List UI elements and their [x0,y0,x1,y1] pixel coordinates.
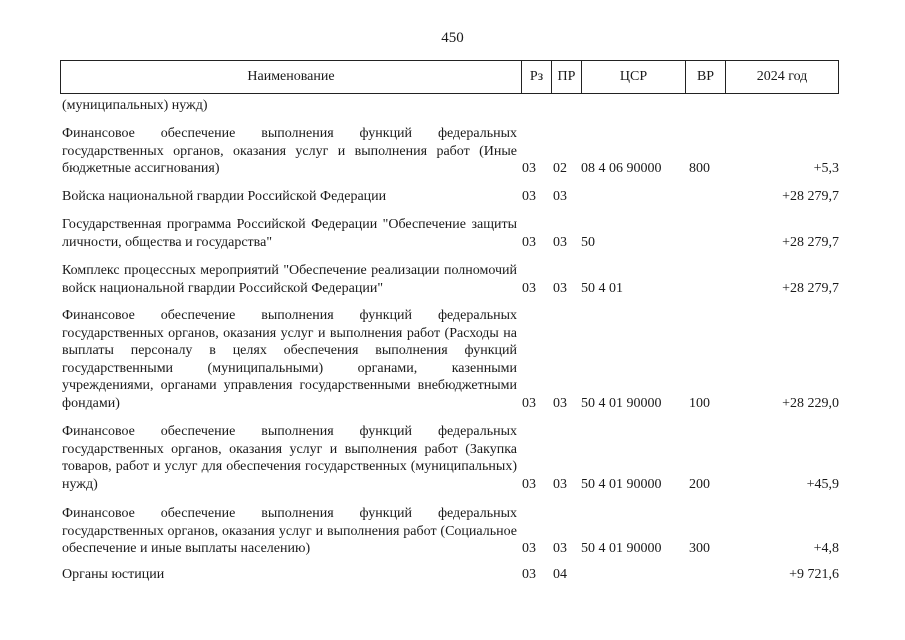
row-csr: 50 4 01 90000 [581,395,662,411]
row-pr: 03 [553,234,567,250]
row-vr: 200 [689,476,710,492]
table-row [62,262,839,297]
row-pr: 04 [553,567,567,582]
row-pr: 03 [553,280,567,296]
table-row [62,125,839,178]
row-csr: 50 4 01 90000 [581,541,662,556]
row-name: Органы юстиции [62,567,165,582]
row-name: Финансовое обеспечение выполнения функций федеральных государственных органов, оказания услуг и выполнения работ (Расходы на выплаты персоналу в целях обеспечения выполнения функций государственными (муниципальными) органами, казенными учреждениями, органами управления государственными внебюджетными фондами) [62,308,517,411]
row-rz: 03 [522,395,536,411]
row-rz: 03 [522,189,536,204]
row-rz: 03 [522,541,536,556]
row-pr: 02 [553,161,567,176]
row-vr: 800 [689,161,710,176]
table-row [62,97,839,115]
row-pr: 03 [553,395,567,411]
row-name: Финансовое обеспечение выполнения функций федеральных государственных органов, оказания услуг и выполнения работ (Закупка товаров, работ и услуг для обеспечения государственных (муниципальных) нужд) [62,424,517,492]
row-amount: +4,8 [813,541,839,556]
page-number: 450 [441,30,464,46]
header-year: 2024 год [725,61,838,93]
row-amount: +9 721,6 [789,567,839,582]
header-vr: ВР [685,61,725,93]
table-row [62,307,839,412]
row-amount: +28 279,7 [782,234,839,250]
row-amount: +28 229,0 [782,395,839,411]
row-vr: 100 [689,395,710,411]
row-csr: 50 4 01 [581,280,623,296]
table-header [60,60,839,94]
table-row [62,505,839,558]
row-pr: 03 [553,541,567,556]
row-name: Финансовое обеспечение выполнения функций федеральных государственных органов, оказания услуг и выполнения работ (Иные бюджетные ассигнования) [62,126,517,176]
row-csr: 08 4 06 90000 [581,161,662,176]
row-name: Комплекс процессных мероприятий "Обеспечение реализации полномочий войск национальной гвардии Российской Федерации" [62,263,517,296]
row-name: Государственная программа Российской Федерации "Обеспечение защиты личности, общества и государства" [62,217,517,250]
row-amount: +28 279,7 [782,189,839,204]
header-csr: ЦСР [581,61,685,93]
header-rz: Рз [521,61,551,93]
row-name: Войска национальной гвардии Российской Федерации [62,189,387,204]
table-row [62,566,839,584]
row-amount: +28 279,7 [782,280,839,296]
row-vr: 300 [689,541,710,556]
row-rz: 03 [522,476,536,492]
header-name: Наименование [247,69,335,84]
row-name: (муниципальных) нужд) [62,98,208,113]
table-row [62,423,839,493]
table-row [62,188,839,206]
row-rz: 03 [522,567,536,582]
header-pr: ПР [551,61,581,93]
row-pr: 03 [553,476,567,492]
row-rz: 03 [522,280,536,296]
row-amount: +45,9 [806,476,839,492]
row-rz: 03 [522,161,536,176]
row-csr: 50 4 01 90000 [581,476,662,492]
row-rz: 03 [522,234,536,250]
row-name: Финансовое обеспечение выполнения функций федеральных государственных органов, оказания услуг и выполнения работ (Социальное обеспечение и иные выплаты населению) [62,506,517,556]
table-row [62,216,839,251]
row-amount: +5,3 [813,161,839,176]
row-csr: 50 [581,234,595,250]
row-pr: 03 [553,189,567,204]
